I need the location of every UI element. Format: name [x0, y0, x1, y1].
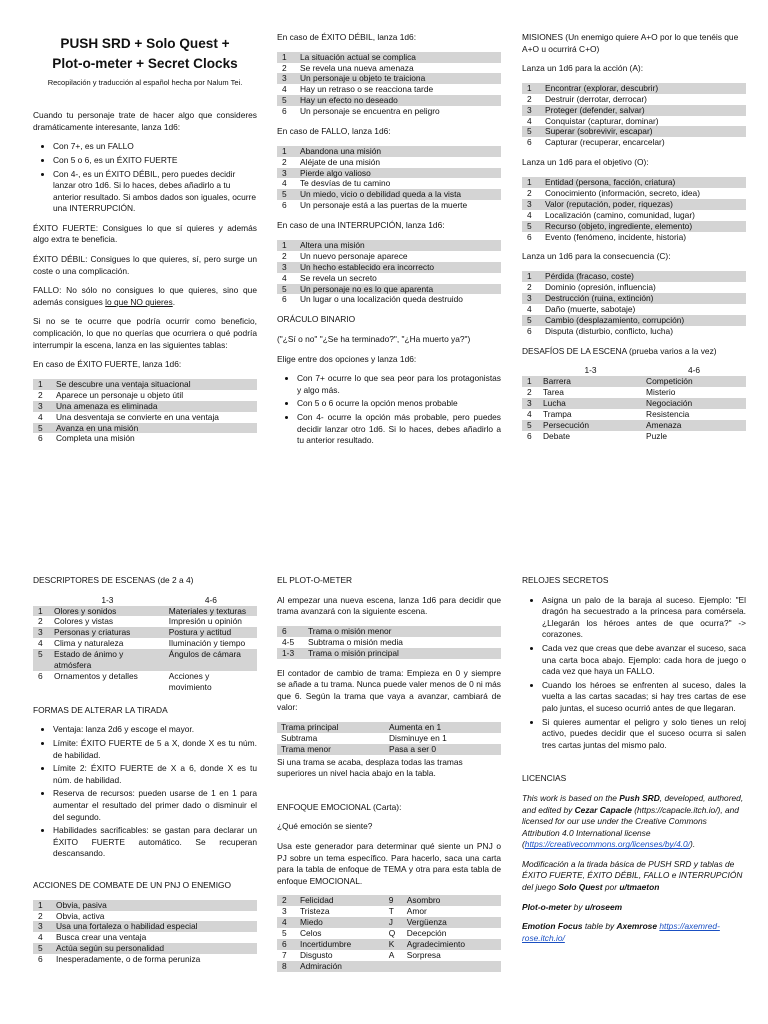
descriptors-heading: DESCRIPTORES DE ESCENAS (de 2 a 4) — [33, 575, 194, 585]
table-row: 5 Recurso (objeto, ingrediente, elemento) — [522, 221, 746, 232]
licenses-block — [522, 793, 746, 945]
weak-success-paragraph: ÉXITO DÉBIL: Consigues lo que quieres, sí, pero surge un coste o una complicación. — [33, 254, 257, 276]
list-item: • Con 7+, es un FALLO — [53, 141, 257, 153]
table-row: 1 Abandona una misión — [277, 146, 501, 157]
descriptors-table — [33, 595, 257, 693]
table-row: 1 Se descubre una ventaja situacional — [33, 379, 257, 390]
secret-clocks-heading: RELOJES SECRETOS — [522, 575, 609, 585]
table-row: 5 Un personaje no es lo que aparenta — [277, 284, 501, 295]
table-row: 5 Persecución Amenaza — [522, 420, 746, 431]
weak-success-table — [277, 52, 501, 118]
emotion-focus-heading: ENFOQUE EMOCIONAL (Carta): — [277, 801, 402, 812]
emotion-table — [277, 895, 501, 971]
table-row: 3 Un personaje u objeto te traiciona — [277, 73, 501, 84]
table-row: 2 Aléjate de una misión — [282, 156, 381, 167]
binary-oracle-questions: ("¿Sí o no" "¿Se ha terminado?", "¿Ha muerto ya?") — [277, 333, 471, 344]
license-push-srd: This work is based on the Push SRD, developed, authored, and edited by Cezar Capacle (https://capacle.itch.io/), and licensed for our use under the Creative Commons Attribution 4.0 International license (https://creativecommons.org/licenses/by/4.0/). — [522, 792, 744, 850]
list-item: • Con 4-, es un ÉXITO DÉBIL, pero puedes decidir lanzar otro 1d6. Si lo haces, debes añadirlo a tu anterior resultado. Si ambos dados son iguales, ocurre una INTERRUPCIÓN. — [53, 169, 257, 215]
weak-success-heading: En caso de ÉXITO DÉBIL, lanza 1d6: — [277, 32, 417, 42]
table-row: 3 Usa una fortaleza o habilidad especial — [33, 921, 257, 932]
table-row: 6 Debate Puzle — [527, 430, 667, 441]
npc-actions-table — [33, 900, 257, 966]
table-row: 6 Completa una misión — [38, 433, 135, 444]
consequence-table — [522, 271, 746, 337]
secret-clocks-list — [522, 595, 746, 752]
modify-roll-heading: FORMAS DE ALTERAR LA TIRADA — [33, 704, 168, 715]
plot-counter-paragraph: El contador de cambio de trama: Empieza en 0 y siempre se añade a tu trama. Nunca puede valer menos de 0 ni más que 6. Según la trama que vaya a avanzar, cambiará de valor: — [277, 667, 501, 713]
list-item: • Límite 2: ÉXITO FUERTE de X a 6, donde X es tu núm. de habilidad. — [53, 763, 257, 786]
table-row: 4 Busca crear una ventaja — [38, 932, 147, 943]
table-row: 3 Destrucción (ruina, extinción) — [522, 293, 746, 304]
roll-results-list — [33, 141, 257, 215]
table-row: 6 Capturar (recuperar, encarcelar) — [527, 137, 665, 148]
table-row: 4 Conquistar (capturar, dominar) — [527, 115, 659, 126]
table-row: 5 Actúa según su personalidad — [33, 943, 257, 954]
table-row: 3 Pierde algo valioso — [277, 168, 501, 179]
table-row: 2 Colores y vistas Impresión u opinión — [38, 616, 242, 627]
table-row: 6 Inesperadamente, o de forma peruniza — [38, 954, 201, 965]
table-row: 5 Avanza en una misión — [33, 423, 257, 434]
failure-table — [277, 146, 501, 212]
table-row: 3 Valor (reputación, poder, riquezas) — [522, 199, 746, 210]
table-row: 4 Clima y naturaleza Iluminación y tiempo — [38, 638, 246, 649]
table-row: 6 Evento (fenómeno, incidente, historia) — [527, 231, 687, 242]
license-solo-quest: Modificación a la tirada básica de PUSH SRD y tablas de ÉXITO FUERTE, ÉXITO DÉBIL, FALLO e INTERRUPCIÓN del juego Solo Quest por u/tmaeton — [522, 858, 743, 893]
table-row: Subtrama Disminuye en 1 — [281, 732, 447, 743]
strong-success-paragraph: ÉXITO FUERTE: Consigues lo que sí quieres y además algo extra te beneficia. — [33, 222, 257, 245]
consequence-heading: Lanza un 1d6 para la consecuencia (C): — [522, 251, 671, 262]
table-row: 2 Destruir (derrotar, derrocar) — [527, 93, 647, 104]
title-line-1: PUSH SRD + Solo Quest + — [60, 36, 230, 51]
document-title — [33, 34, 257, 75]
binary-oracle-list — [277, 373, 501, 447]
table-row: 2 Un nuevo personaje aparece — [282, 250, 408, 261]
npc-actions-heading: ACCIONES DE COMBATE DE UN PNJ O ENEMIGO — [33, 880, 232, 891]
column-3-top — [522, 32, 746, 451]
table-row: 5 Hay un efecto no deseado — [277, 95, 501, 106]
table-row: 4 Daño (muerte, sabotaje) — [527, 303, 636, 314]
table-row: 5 Un miedo, vicio o debilidad queda a la vista — [277, 189, 501, 200]
strong-success-table — [33, 379, 257, 445]
table-row: 1 Entidad (persona, facción, criatura) — [522, 177, 746, 188]
table-row: 3 Personas y criaturas Postura y actitud — [33, 627, 257, 638]
table-row: 4 Hay un retraso o se reacciona tarde — [282, 84, 434, 95]
table-row: 6 Ornamentos y detalles Acciones y movimiento — [38, 671, 212, 692]
list-item: • Si quieres aumentar el peligro y solo tienes un reloj activo, puedes decidir que el suceso ocurra si salen tres cartas juntas del mismo palo. — [542, 717, 746, 752]
list-item: • Con 5 o 6 ocurre la opción menos probable — [297, 398, 501, 410]
list-item: • Ventaja: lanza 2d6 y escoge el mayor. — [53, 724, 257, 736]
plot-o-meter-heading: EL PLOT-O-METER — [277, 575, 353, 585]
list-item: • Con 7+ ocurre lo que sea peor para los protagonistas y algo más. — [297, 373, 501, 396]
interruption-table — [277, 240, 501, 306]
table-row: 3 Tristeza T Amor — [282, 906, 427, 917]
modify-roll-list — [33, 724, 257, 860]
table-row: 6 Un personaje está a las puertas de la muerte — [282, 200, 468, 211]
failure-underlined: lo que NO quieres — [105, 296, 173, 307]
table-row: 3 Proteger (defender, salvar) — [522, 105, 746, 116]
table-row: 1 Obvia, pasiva — [33, 900, 257, 911]
column-2-top — [277, 32, 501, 455]
plot-o-meter-intro: Al empezar una nueva escena, lanza 1d6 para decidir que trama avanzará con la siguiente escena. — [277, 594, 501, 617]
plot-end-paragraph: Si una trama se acaba, desplaza todas las tramas superiores un nivel hacia abajo en la tabla. — [277, 756, 463, 779]
table-row: 1 Altera una misión — [277, 240, 501, 251]
emotion-focus-paragraph: Usa este generador para determinar qué siente un PNJ o PJ sobre un tema específico. Para hacerlo, saca una carta para la tabla de enfoque de TEMA y otra para esta tabla de enfoque EMOCIONAL. — [277, 841, 501, 886]
table-row: 1 Encontrar (explorar, descubrir) — [522, 83, 746, 94]
table-row: Trama principal Aumenta en 1 — [277, 722, 501, 733]
table-row: 2 Se revela una nueva amenaza — [282, 62, 414, 73]
intro-paragraph: Cuando tu personaje trate de hacer algo que consideres dramáticamente interesante, lanza 1d6: — [33, 110, 257, 132]
table-row: 1 Pérdida (fracaso, coste) — [522, 271, 746, 282]
plot-counter-table — [277, 722, 501, 755]
list-item: • Reserva de recursos: pueden usarse de 1 en 1 para aumentar el resultado del primer dado o disminuir el del segundo. — [53, 788, 257, 823]
license-emotion-focus: Emotion Focus table by Axemrose https://axemred-rose.itch.io/ — [522, 921, 720, 943]
table-row: 3 Lucha Negociación — [522, 398, 746, 409]
fallback-paragraph: Si no se te ocurre que podría ocurrir como beneficio, complicación, lo que no querías que ocurriera o qué podría interrumpir la escena, lanza en las siguientes tablas: — [33, 316, 257, 350]
table-row: 2 Felicidad 9 Asombro — [277, 895, 501, 906]
strong-success-heading: En caso de ÉXITO FUERTE, lanza 1d6: — [33, 359, 182, 370]
table-row: 5 Estado de ánimo y atmósfera Ángulos de cámara — [33, 649, 257, 671]
table-row: 6 Disputa (disturbio, conflicto, lucha) — [527, 325, 674, 336]
interruption-heading: En caso de una INTERRUPCIÓN, lanza 1d6: — [277, 220, 445, 231]
table-row: 7 Disgusto A Sorpresa — [282, 950, 441, 961]
missions-heading: MISIONES (Un enemigo quiere A+O por lo que tenéis que A+O u ocurrirá C+O) — [522, 32, 739, 54]
table-row: 5 Celos Q Decepción — [282, 928, 447, 939]
action-table — [522, 83, 746, 149]
table-row: 4 Miedo J Vergüenza — [277, 917, 501, 928]
table-row: 6 Incertidumbre K Agradecimiento — [277, 939, 501, 950]
list-item: • Habilidades sacrificables: se gastan para declarar un ÉXITO FUERTE automático. Se recuperan descansando. — [53, 825, 257, 860]
plot-table — [277, 626, 501, 659]
table-row: 4 Trampa Resistencia — [527, 408, 690, 419]
table-row: 2 Aparece un personaje u objeto útil — [38, 389, 184, 400]
table-row: 2 Conocimiento (información, secreto, idea) — [527, 187, 701, 198]
binary-oracle-heading: ORÁCULO BINARIO — [277, 314, 356, 325]
failure-end: . — [172, 296, 176, 307]
table-row: Trama menor Pasa a ser 0 — [277, 744, 501, 755]
table-row: 3 Una amenaza es eliminada — [33, 401, 257, 412]
table-row: 1 Barrera Competición — [522, 376, 746, 387]
table-row: 1-3 Trama o misión principal — [277, 648, 501, 659]
table-header-row: 1-3 4-6 — [101, 594, 217, 605]
list-item: • Con 5 o 6, es un ÉXITO FUERTE — [53, 155, 257, 167]
table-row: 6 Trama o misión menor — [277, 626, 501, 637]
cc-license-link[interactable]: https://creativecommons.org/licenses/by/4.0/ — [524, 839, 691, 850]
table-row: 8 Admiración — [277, 961, 501, 972]
table-row: 1 La situación actual se complica — [277, 52, 501, 63]
license-plot-o-meter: Plot-o-meter by u/roseem — [522, 901, 623, 912]
objective-heading: Lanza un 1d6 para el objetivo (O): — [522, 157, 649, 168]
column-2-bottom — [277, 575, 501, 981]
table-row: 3 Un hecho establecido era incorrecto — [277, 262, 501, 273]
table-row: 6 Un personaje se encuentra en peligro — [282, 106, 440, 117]
credit-line: Recopilación y traducción al español hecha por Nalum Tei. — [47, 77, 243, 87]
table-row: 2 Tarea Misterio — [527, 387, 676, 397]
table-row: 6 Un lugar o una localización queda destruido — [282, 294, 463, 305]
list-item: • Cada vez que creas que debe avanzar el suceso, saca una carta boca abajo. Ejemplo: cada hora de juego o cada vez que haya un FALLO. — [542, 643, 746, 678]
table-header-row: 1-3 4-6 — [584, 365, 701, 376]
challenges-heading: DESAFÍOS DE LA ESCENA (prueba varios a la vez) — [522, 345, 717, 356]
challenges-table — [522, 365, 746, 441]
table-row: 4 Te desvías de tu camino — [282, 178, 391, 189]
failure-text: FALLO: No sólo no consigues lo que quieres, sino que además consigues — [33, 285, 257, 307]
emotion-focus-question: ¿Qué emoción se siente? — [277, 821, 373, 832]
failure-paragraph — [33, 285, 257, 308]
table-row: 5 Cambio (desplazamiento, corrupción) — [522, 315, 746, 326]
column-3-bottom — [522, 575, 746, 952]
table-row: 4 Localización (camino, comunidad, lugar) — [527, 209, 695, 220]
table-row: 5 Superar (sobrevivir, escapar) — [522, 126, 746, 137]
binary-oracle-instruction: Elige entre dos opciones y lanza 1d6: — [277, 353, 417, 364]
list-item: • Límite: ÉXITO FUERTE de 5 a X, donde X es tu núm. de habilidad. — [53, 738, 257, 761]
table-row: 4 Se revela un secreto — [282, 272, 377, 283]
list-item: • Asigna un palo de la baraja al suceso. Ejemplo: "El dragón ha secuestrado a la princesa para comérsela. ¿Llegarán los héroes antes de que ocurra?" -> corazones. — [542, 595, 746, 641]
licenses-heading: LICENCIAS — [522, 773, 567, 784]
table-row: 4 Una desventaja se convierte en una ventaja — [38, 411, 219, 422]
table-row: 2 Dominio (opresión, influencia) — [527, 281, 656, 292]
table-row: 2 Obvia, activa — [38, 910, 105, 921]
axemrose-link[interactable]: https://axemred-rose.itch.io/ — [522, 921, 720, 943]
list-item: • Con 4- ocurre la opción más probable, pero puedes decidir lanzar otro 1d6. Si lo haces, debes añadirlo a tu anterior resultado. — [297, 412, 501, 447]
title-line-2: Plot-o-meter + Secret Clocks — [52, 56, 238, 72]
failure-heading: En caso de FALLO, lanza 1d6: — [277, 126, 391, 137]
column-1-bottom — [33, 575, 257, 974]
table-row: 1 Olores y sonidos Materiales y texturas — [33, 606, 257, 617]
column-1-top — [33, 34, 257, 453]
objective-table — [522, 177, 746, 243]
table-row: 4-5 Subtrama o misión media — [282, 636, 403, 647]
action-heading: Lanza un 1d6 para la acción (A): — [522, 63, 644, 74]
list-item: • Cuando los héroes se enfrenten al suceso, dales la vuelta a las cartas sacadas; si hay tres cartas de ese palo juntas, el suceso ocurrió antes de que llegaran. — [542, 680, 746, 715]
